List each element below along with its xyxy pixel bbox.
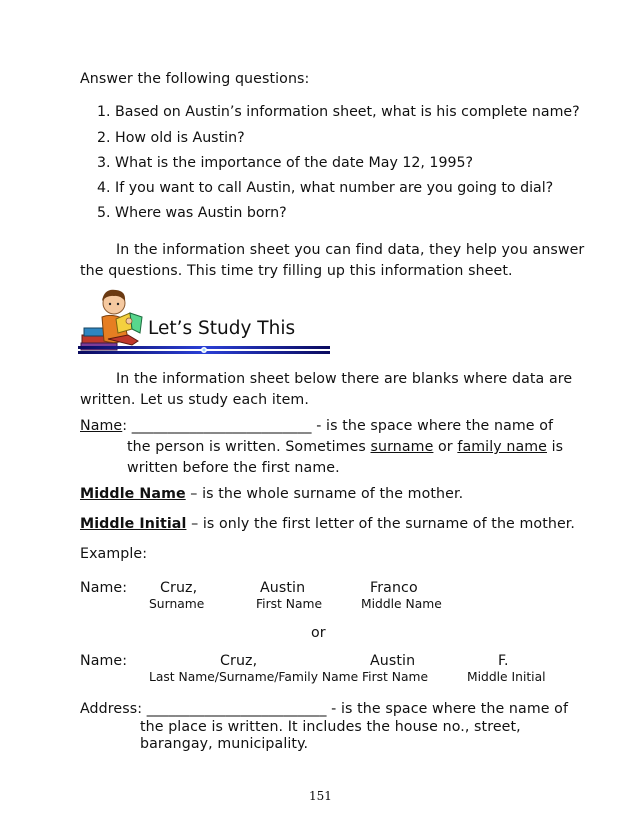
example-value: Austin: [370, 653, 416, 669]
paragraph-line: In the information sheet below there are blanks where data are: [116, 371, 573, 387]
example-name-label: Name:: [80, 653, 128, 669]
name-definition-line: the person is written. Sometimes surname or family name is: [127, 439, 564, 455]
example-caption: Middle Name: [361, 597, 442, 611]
paragraph-line: In the information sheet you can find data, they help you answer: [116, 242, 585, 258]
example-caption: Last Name/Surname/Family Name: [149, 670, 359, 684]
surname-term: surname: [370, 439, 434, 455]
middle-name-term: Middle Name: [80, 486, 186, 502]
example-caption: First Name: [256, 597, 323, 611]
question-item: 3. What is the importance of the date May 12, 1995?: [97, 155, 474, 171]
question-item: 5. Where was Austin born?: [97, 205, 287, 221]
example-caption: First Name: [362, 670, 429, 684]
page-number: 151: [309, 789, 332, 803]
question-item: 4. If you want to call Austin, what number are you going to dial?: [97, 180, 554, 196]
example-caption: Middle Initial: [467, 670, 546, 684]
example-value: F.: [498, 653, 509, 669]
example-value: Cruz,: [160, 580, 198, 596]
or-separator: or: [311, 625, 326, 641]
address-definition-line: Address: _________________________ - is the space where the name of: [80, 701, 569, 717]
example-value: Austin: [260, 580, 306, 596]
family-name-term: family name: [457, 439, 547, 455]
middle-initial-term: Middle Initial: [80, 516, 187, 532]
banner-title: Let’s Study This: [148, 318, 296, 339]
banner-underline: [78, 343, 330, 357]
name-blank: : _________________________: [122, 418, 312, 434]
name-term: Name: [80, 418, 123, 434]
question-item: 2. How old is Austin?: [97, 130, 245, 146]
question-item: 1. Based on Austin’s information sheet, what is his complete name?: [97, 104, 580, 120]
address-definition-line: the place is written. It includes the house no., street,: [140, 719, 521, 735]
name-definition-line: written before the first name.: [127, 460, 340, 476]
address-blank: Address: _________________________: [80, 701, 327, 717]
example-value: Franco: [370, 580, 418, 596]
middle-name-definition: Middle Name – is the whole surname of the mother.: [80, 486, 464, 502]
address-definition-line: barangay, municipality.: [140, 736, 309, 752]
paragraph-line: written. Let us study each item.: [80, 392, 309, 408]
example-value: Cruz,: [220, 653, 258, 669]
name-definition-line: Name: _________________________ - is the space where the name of: [80, 418, 554, 434]
paragraph-line: the questions. This time try filling up this information sheet.: [80, 263, 513, 279]
instructions-heading: Answer the following questions:: [80, 71, 310, 87]
example-label: Example:: [80, 546, 148, 562]
middle-initial-definition: Middle Initial – is only the first letter of the surname of the mother.: [80, 516, 576, 532]
example-name-label: Name:: [80, 580, 128, 596]
example-caption: Surname: [149, 597, 205, 611]
